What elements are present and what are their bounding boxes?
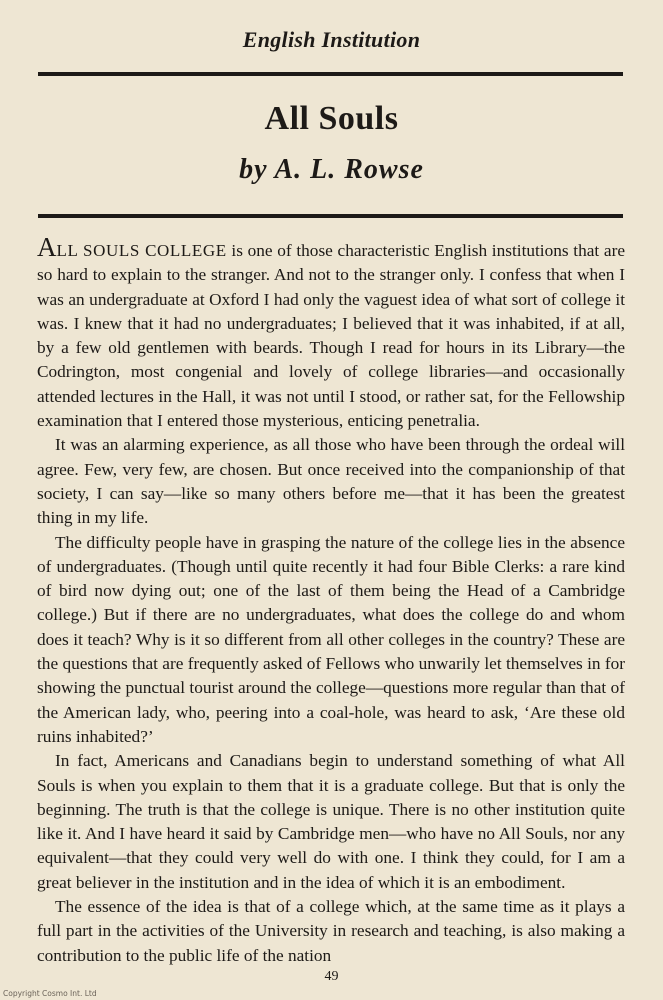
paragraph-2: It was an alarming experience, as all those who have been through the ordeal will agree. Few, very few, are chosen. But once received into the companionship of that society, I can say—like so many others before me—that it has been the greatest thing in my life. [37, 435, 625, 528]
paragraph-5: The essence of the idea is that of a college which, at the same time as it plays a full part in the activities of the University in research and teaching, is also making a contribution to the public life of the nation [37, 897, 625, 965]
article-title: All Souls [264, 100, 399, 137]
top-rule [38, 72, 623, 76]
page-number: 49 [324, 969, 339, 984]
paragraph-1 [37, 232, 625, 433]
copyright-notice: Copyright Cosmo Int. Ltd [3, 989, 97, 998]
paragraph-3: The difficulty people have in grasping the nature of the college lies in the absence of undergraduates. (Though until quite recently it had four Bible Clerks: a rare kind of bird now dying out; one of the last of them being the Head of a Cambridge college.) But if there are no undergraduates, what does the college do and whom does it teach? Why is it so different from all other colleges in the country? These are the questions that are frequently asked of Fellows who unwarily let themselves in for showing the punctual tourist around the college—questions more regular than that of the American lady, who, peering into a coal-hole, was heard to ask, ‘Are these old ruins inhabited?’ [37, 532, 625, 746]
opening-small-caps: LL SOULS COLLEGE [56, 241, 227, 260]
article-byline: by A. L. Rowse [239, 154, 424, 185]
section-heading: English Institution [242, 27, 421, 52]
article-body [37, 232, 625, 968]
paragraph-4: In fact, Americans and Canadians begin to understand something of what All Souls is when you explain to them that it is a graduate college. But that is only the beginning. The truth is that the college is unique. There is no other institution quite like it. And I have heard it said by Cambridge men—who have no All Souls, nor any equivalent—that they could very well do with one. I think they could, for I am a great believer in the institution and in the idea of which it is an embodiment. [37, 751, 625, 892]
title-rule [38, 214, 623, 218]
paragraph-1-text: is one of those characteristic English institutions that are so hard to explain to the stranger. And not to the stranger only. I confess that when I was an undergraduate at Oxford I had only the vaguest idea of what sort of college it was. I knew that it had no undergraduates; I believed that it was inhabited, if at all, by a few old gentlemen with beards. Though I read for hours in its Library—the Codrington, most congenial and lovely of college libraries—and occasionally attended lectures in the Hall, it was not until I stood, or rather sat, for the Fellowship examination that I entered those mysterious, enticing penetralia. [37, 241, 625, 431]
drop-cap: A [37, 232, 57, 262]
